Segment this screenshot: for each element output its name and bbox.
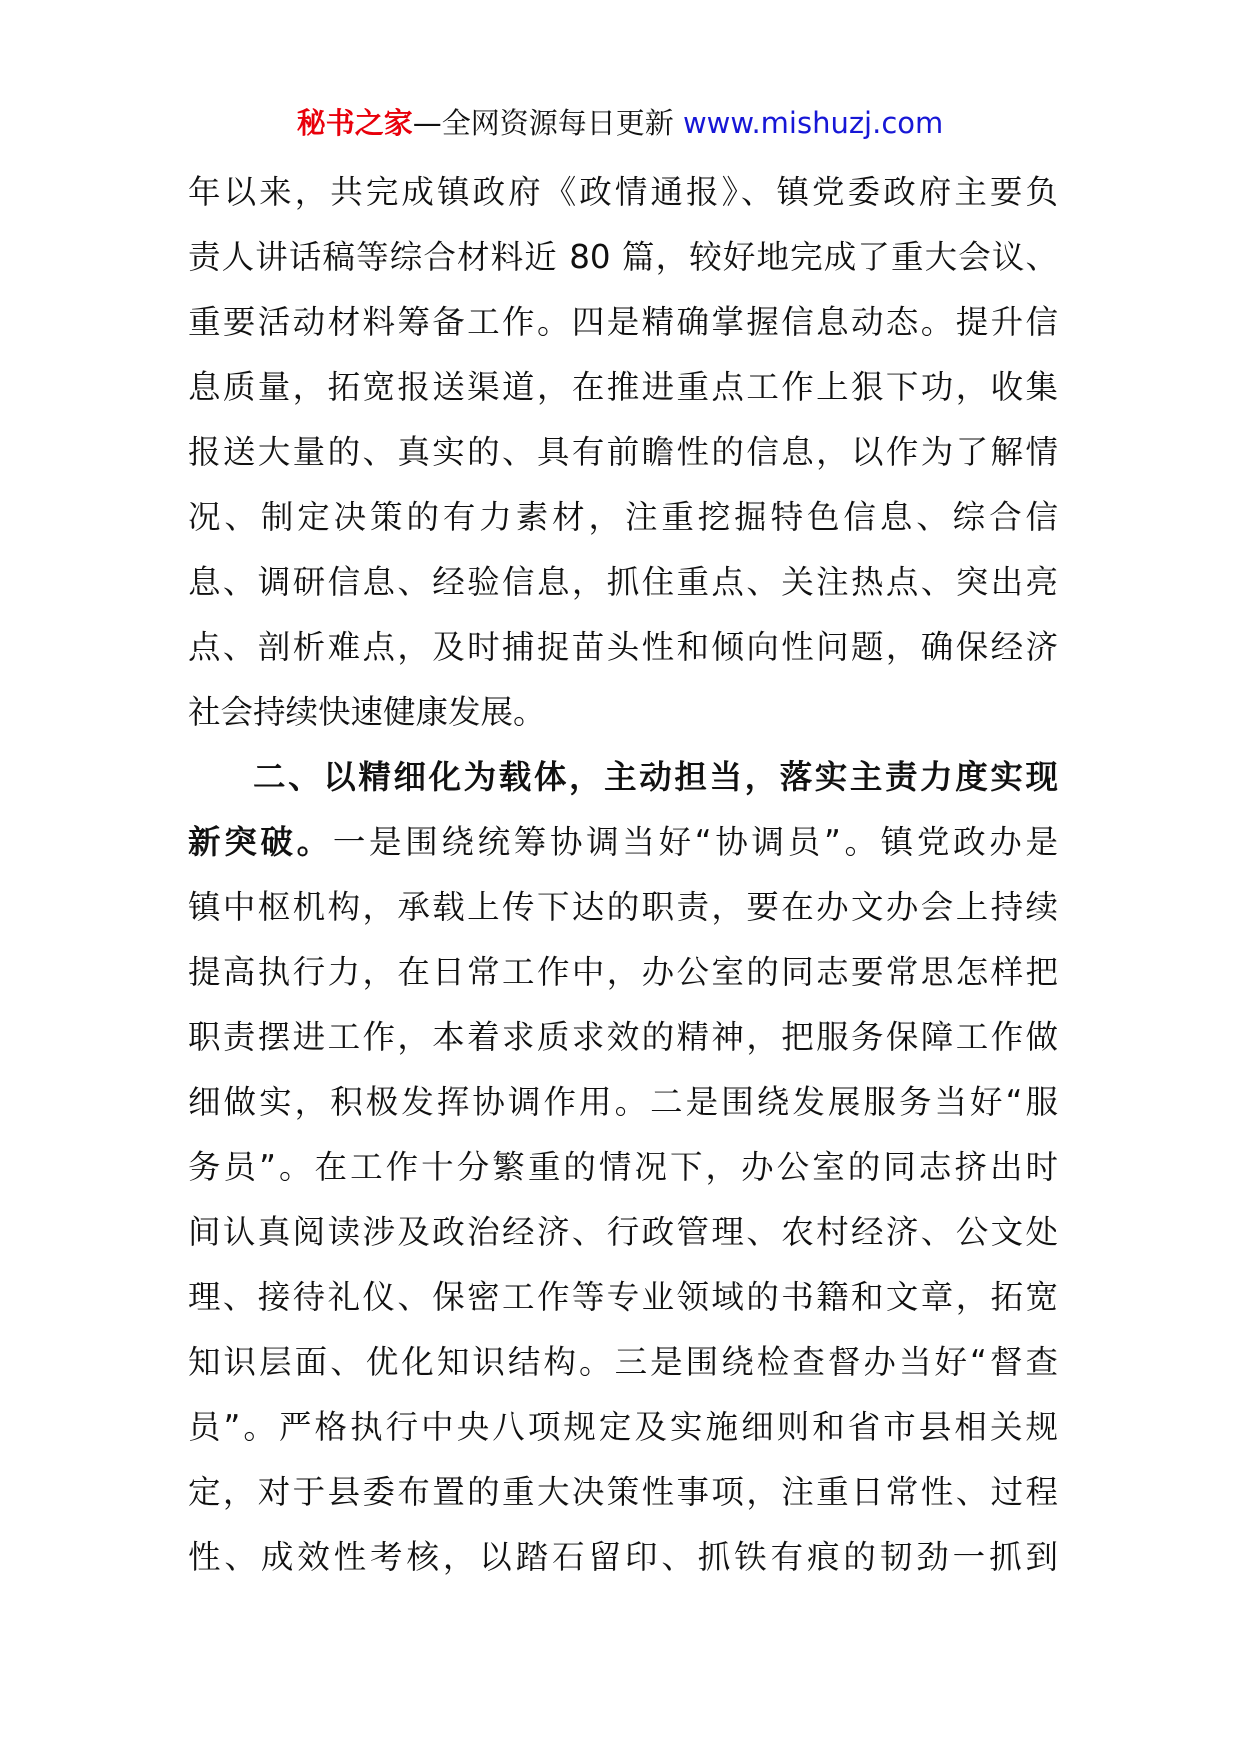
text-line: 提高执行力，在日常工作中，办公室的同志要常思怎样把 bbox=[188, 953, 1058, 991]
document-body bbox=[188, 160, 1058, 1590]
text-line: 责人讲话稿等综合材料近 80 篇，较好地完成了重大会议、 bbox=[188, 238, 1058, 276]
text-line: 镇中枢机构，承载上传下达的职责，要在办文办会上持续 bbox=[188, 888, 1058, 926]
text-line-rest: 一是围绕统筹协调当好“协调员”。镇党政办是 bbox=[332, 823, 1058, 861]
site-slogan: —全网资源每日更新 bbox=[412, 106, 674, 140]
text-line: 细做实，积极发挥协调作用。二是围绕发展服务当好“服 bbox=[188, 1083, 1058, 1121]
text-line: 性、成效性考核，以踏石留印、抓铁有痕的韧劲一抓到 bbox=[188, 1538, 1058, 1576]
site-url-link[interactable]: www.mishuzj.com bbox=[682, 106, 944, 140]
text-line: 息、调研信息、经验信息，抓住重点、关注热点、突出亮 bbox=[188, 563, 1058, 601]
text-line: 重要活动材料筹备工作。四是精确掌握信息动态。提升信 bbox=[188, 303, 1058, 341]
text-line: 报送大量的、真实的、具有前瞻性的信息，以作为了解情 bbox=[188, 433, 1058, 471]
text-line: 定，对于县委布置的重大决策性事项，注重日常性、过程 bbox=[188, 1473, 1058, 1511]
text-line: 员”。严格执行中央八项规定及实施细则和省市县相关规 bbox=[188, 1408, 1058, 1446]
text-line bbox=[188, 810, 1058, 875]
section-heading: 二、以精细化为载体，主动担当，落实主责力度实现 bbox=[253, 758, 1058, 796]
text-line: 点、剖析难点，及时捕捉苗头性和倾向性问题，确保经济 bbox=[188, 628, 1058, 666]
text-line: 息质量，拓宽报送渠道，在推进重点工作上狠下功，收集 bbox=[188, 368, 1058, 406]
text-line: 理、接待礼仪、保密工作等专业领域的书籍和文章，拓宽 bbox=[188, 1278, 1058, 1316]
section-heading-tail: 新突破。 bbox=[188, 823, 333, 861]
text-line: 社会持续快速健康发展。 bbox=[188, 693, 546, 731]
site-brand: 秘书之家 bbox=[296, 106, 413, 140]
site-header bbox=[0, 99, 1240, 147]
text-line: 职责摆进工作，本着求质求效的精神，把服务保障工作做 bbox=[188, 1018, 1058, 1056]
text-line: 务员”。在工作十分繁重的情况下，办公室的同志挤出时 bbox=[188, 1148, 1058, 1186]
text-line: 知识层面、优化知识结构。三是围绕检查督办当好“督查 bbox=[188, 1343, 1058, 1381]
text-line: 年以来，共完成镇政府《政情通报》、镇党委政府主要负 bbox=[188, 173, 1058, 211]
paragraph-1 bbox=[188, 160, 1058, 745]
text-line: 况、制定决策的有力素材，注重挖掘特色信息、综合信 bbox=[188, 498, 1058, 536]
text-line: 间认真阅读涉及政治经济、行政管理、农村经济、公文处 bbox=[188, 1213, 1058, 1251]
paragraph-2 bbox=[188, 745, 1058, 1590]
